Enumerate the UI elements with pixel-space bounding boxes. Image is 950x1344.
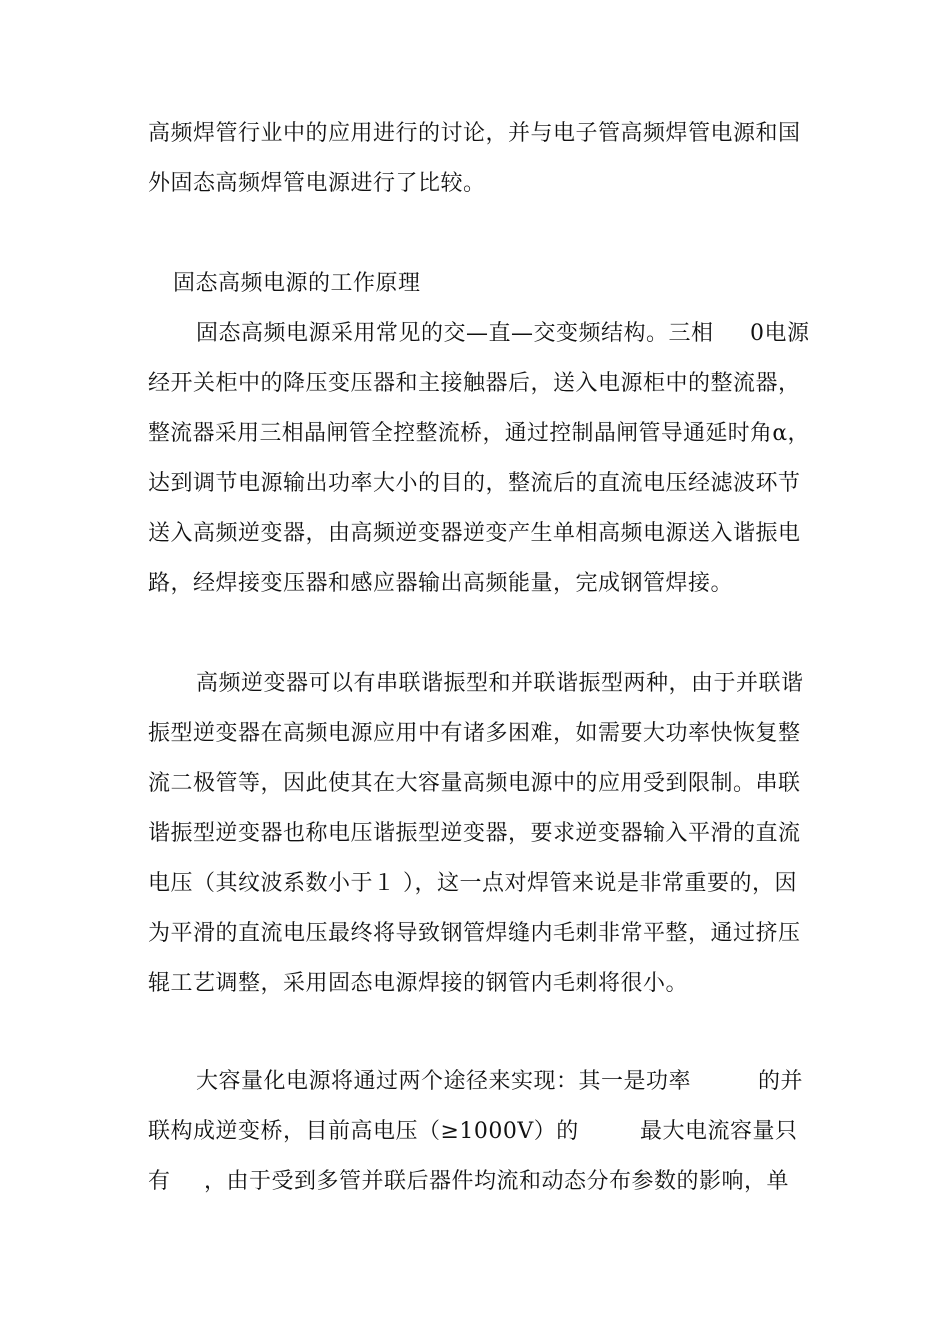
text-segment: 大容量化电源将通过两个途径来实现：其一是功率 — [196, 1069, 692, 1094]
text-line: 整流器采用三相晶闸管全控整流桥，通过控制晶闸管导通延时角α， — [148, 421, 810, 446]
text-line: 振型逆变器在高频电源应用中有诸多困难，如需要大功率快恢复整 — [148, 721, 801, 746]
text-line: 为平滑的直流电压最终将导致钢管焊缝内毛刺非常平整，通过挤压 — [148, 921, 801, 946]
text-line: 外固态高频焊管电源进行了比较。 — [148, 171, 486, 196]
text-line: 达到调节电源输出功率大小的目的，整流后的直流电压经滤波环节 — [148, 471, 801, 496]
text-line: 谐振型逆变器也称电压谐振型逆变器，要求逆变器输入平滑的直流 — [148, 821, 801, 846]
text-line: 路，经焊接变压器和感应器输出高频能量，完成钢管焊接。 — [148, 571, 734, 596]
text-segment: 的并 — [758, 1069, 804, 1094]
text-line: 辊工艺调整，采用固态电源焊接的钢管内毛刺将很小。 — [148, 971, 689, 996]
text-line: 经开关柜中的降压变压器和主接触器后，送入电源柜中的整流器， — [148, 371, 801, 396]
text-line: 高频逆变器可以有串联谐振型和并联谐振型两种，由于并联谐 — [196, 671, 804, 696]
text-line-tail: 0电源 — [750, 321, 810, 346]
text-line: 固态高频电源采用常见的交—直—交变频结构。三相 — [196, 321, 714, 346]
text-segment: 最大电流容量只 — [640, 1119, 798, 1144]
text-segment: ，由于受到多管并联后器件均流和动态分布参数的影响，单 — [204, 1169, 790, 1194]
text-segment: 有 — [148, 1169, 171, 1194]
text-line: 电压（其纹波系数小于１ ），这一点对焊管来说是非常重要的，因 — [148, 871, 797, 896]
text-line: 流二极管等，因此使其在大容量高频电源中的应用受到限制。串联 — [148, 771, 801, 796]
heading-text: 固态高频电源的工作原理 — [173, 271, 421, 296]
text-line: 高频焊管行业中的应用进行的讨论，并与电子管高频焊管电源和国 — [148, 121, 801, 146]
text-line: 送入高频逆变器，由高频逆变器逆变产生单相高频电源送入谐振电 — [148, 521, 801, 546]
text-segment: 联构成逆变桥，目前高电压（≥1000V）的 — [148, 1119, 579, 1144]
